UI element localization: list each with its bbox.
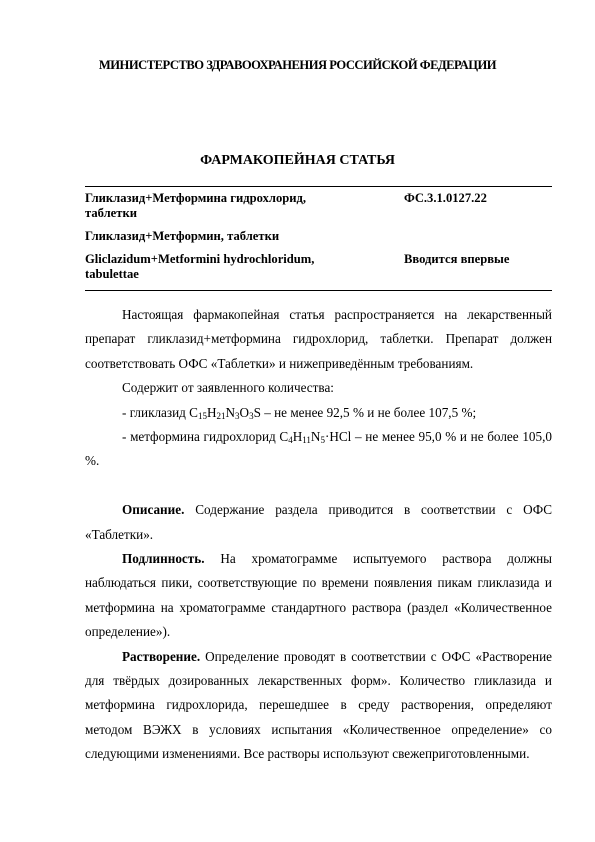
identity-title: Подлинность. — [122, 551, 205, 567]
monograph-number: ФС.3.1.0127.22 — [404, 191, 487, 205]
intro-paragraph: Настоящая фармакопейная статья распространяется на лекарственный препарат гликлазид+метформина гидрохлорид, таблетки. Препарат должен соответствовать ОФС «Таблетки» и нижеприведённым требованиям. — [85, 307, 552, 371]
top-divider — [85, 186, 552, 187]
bottom-divider — [85, 290, 552, 291]
metformin-line: - метформина гидрохлорид $C_4H_{11}N_5\cdot HCl$ – не менее 95,0 % и не более 105,0 %. — [85, 429, 552, 469]
dissolution-title: Растворение. — [122, 648, 201, 664]
contains-line: Содержит от заявленного количества: — [122, 380, 334, 396]
document-body — [85, 303, 552, 767]
document-title: ФАРМАКОПЕЙНАЯ СТАТЬЯ — [200, 153, 395, 168]
monograph-status: Вводится впервые — [404, 252, 510, 266]
description-section: Описание. Содержание раздела приводится в соответствии с ОФС «Таблетки». — [85, 502, 552, 542]
dissolution-section: Растворение. Определение проводят в соответствии с ОФС «Растворение для твёрдых дозированных лекарственных форм». Количество гликлазида и метформина гидрохлорида, перешедшее в среду растворения, определяют методом ВЭЖХ в условиях испытания «Количественное определение» со следующими изменениями. Все растворы используют свежеприготовленными. — [85, 648, 552, 762]
description-title: Описание. — [122, 502, 185, 518]
identity-section: Подлинность. На хроматограмме испытуемого раствора должны наблюдаться пики, соответствующие по времени появления пикам гликлазида и метформина на хроматограмме стандартного раствора (раздел «Количественное определение»). — [85, 551, 552, 640]
ministry-header: МИНИСТЕРСТВО ЗДРАВООХРАНЕНИЯ РОССИЙСКОЙ ФЕДЕРАЦИИ — [98, 58, 497, 72]
gliclazide-line: - гликлазид $C_{15}H_{21}N_3O_3S$ – не менее 92,5 % и не более 107,5 %; — [122, 404, 477, 421]
monograph-name-latin: Gliclazidum+Metformini hydrochloridum, tabulettae — [85, 252, 315, 281]
monograph-name-ru-alt: Гликлазид+Метформин, таблетки — [85, 229, 280, 243]
monograph-name-ru: Гликлазид+Метформина гидрохлорид, таблетки — [85, 191, 307, 220]
